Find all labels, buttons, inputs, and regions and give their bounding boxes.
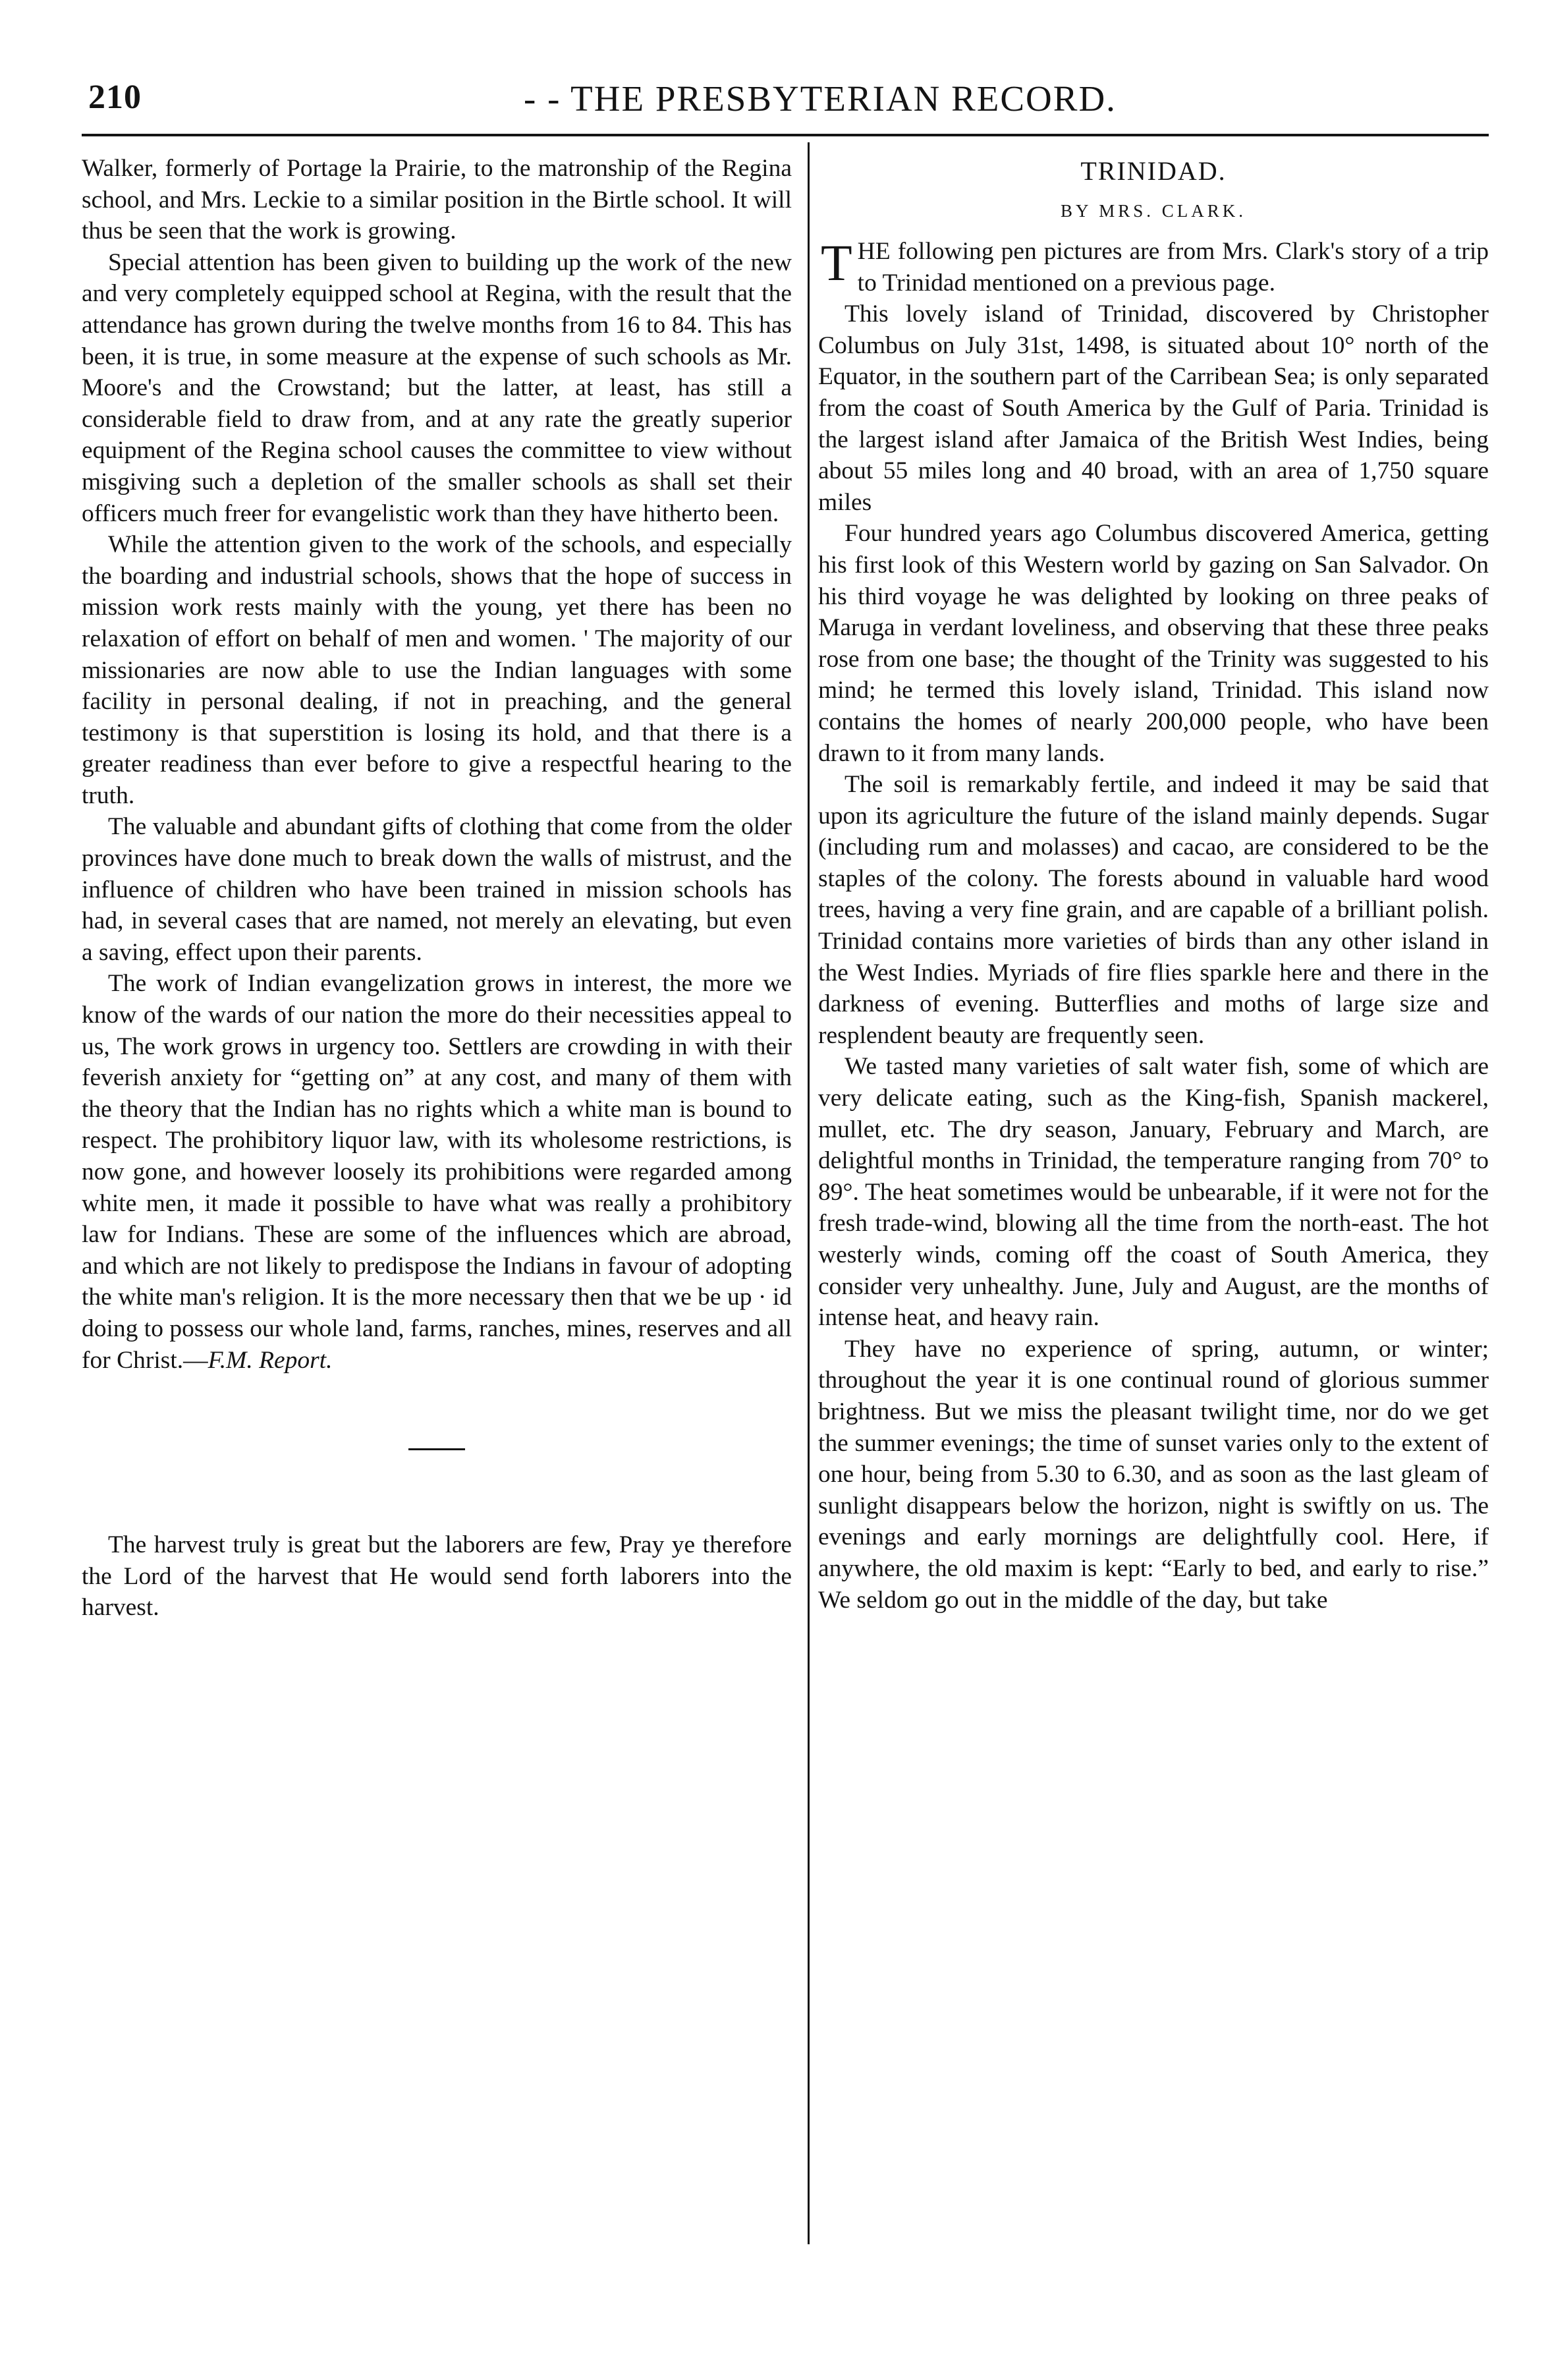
article-title: TRINIDAD. [1080,156,1227,186]
article-byline: BY MRS. CLARK. [1060,201,1247,221]
right-paragraph-2: Four hundred years ago Columbus discovered America, getting his first look of this Western world by gazing on San Salvador. On his third voyage he was delighted by looking on three peaks of Maruga in verdant loveliness, and observing that these three peaks rose from one base; the thought of the Trinity was suggested to his mind; he termed this lovely island, Trinidad. This island now contains the homes of nearly 200,000 people, who have been drawn to it from many lands. [818,520,1489,767]
left-paragraph-4: The valuable and abundant gifts of clothing that come from the older provinces have done much to break down the walls of mistrust, and the influence of children who have been trained in mission schools has had, in several cases that are named, not merely an elevating, but even a saving, effect upon their parents. [82,813,792,966]
left-paragraph-2: Special attention has been given to building up the work of the new and very completely equipped school at Regina, with the result that the attendance has grown during the twelve months from 16 to 84. This has been, it is true, in some measure at the expense of such schools as Mr. Moore's and the Crowstand; but the latter, at least, has still a considerable field to draw from, and at any rate the greatly superior equipment of the Regina school causes the committee to view without misgiving such a depletion of the smaller schools as shall set their officers much freer for evangelistic work than they have hitherto been. [82,248,792,527]
header-rule [82,134,1489,136]
right-column [818,153,1489,1616]
right-paragraph-5: They have no experience of spring, autumn, or winter; throughout the year it is one continual round of glorious summer brightness. But we miss the pleasant twilight time, nor do we get the summer evenings; the time of sunset varies only to the extent of one hour, being from 5.30 to 6.30, and as soon as the last gleam of sunlight disappears below the horizon, night is swiftly on us. The evenings and early mornings are delightfully cool. Here, if anywhere, the old maxim is kept: “Early to bed, and early to rise.” We seldom go out in the middle of the day, but take [818,1335,1489,1614]
section-rule [408,1448,465,1450]
drop-cap: T [821,234,852,291]
right-paragraph-3: The soil is remarkably fertile, and indeed it may be said that upon its agriculture the future of the island mainly depends. Sugar (including rum and molasses) and cacao, are considered to be the staples of the colony. The forests abound in valuable hard wood trees, having a very fine grain, and are capable of a brilliant polish. Trinidad contains more varieties of birds than any other island in the West Indies. Myriads of fire flies sparkle here and there in the darkness of evening. Butterflies and moths of large size and resplendent beauty are frequently seen. [818,771,1489,1049]
lede-text: HE following pen pictures are from Mrs. Clark's story of a trip to Trinidad mentioned on a previous page. [857,238,1489,297]
harvest-paragraph: The harvest truly is great but the laborers are few, Pray ye therefore the Lord of the harvest that He would send forth laborers into the harvest. [82,1531,792,1622]
page-header [79,78,1482,130]
left-paragraph-1: Walker, formerly of Portage la Prairie, to the matronship of the Regina school, and Mrs. Leckie to a similar position in the Birtle school. It will thus be seen that the work is growing. [82,155,792,245]
left-column [82,153,792,1624]
left-paragraph-3: While the attention given to the work of the schools, and especially the boarding and industrial schools, shows that the hope of success in mission work rests mainly with the young, yet there has been no relaxation of effort on behalf of men and women. ' The majority of our missionaries are now able to use the Indian languages with some facility in personal dealing, if not in preaching, and the general testimony is that superstition is losing its hold, and that there is a greater readiness than ever before to give a respectful hearing to the truth. [82,531,792,809]
report-citation: F.M. Report. [208,1346,333,1374]
article-lede [818,236,1489,298]
column-divider [808,142,810,2244]
right-paragraph-4: We tasted many varieties of salt water fish, some of which are very delicate eating, such as the King-fish, Spanish mackerel, mullet, etc. The dry season, January, February and March, are delightful months in Trinidad, the temperature ranging from 70° to 89°. The heat sometimes would be unbearable, if it were not for the fresh trade-wind, blowing all the time from the north-east. The hot westerly winds, coming off the coast of South America, they consider very unhealthy. June, July and August, are the months of intense heat, and heavy rain. [818,1053,1489,1332]
journal-title: - - THE PRESBYTERIAN RECORD. [524,78,1117,119]
right-paragraph-1: This lovely island of Trinidad, discovered by Christopher Columbus on July 31st, 1498, is situated about 10° north of the Equator, in the southern part of the Carribean Sea; is only separated from the coast of South America by the Gulf of Paria. Trinidad is the largest island after Jamaica of the British West Indies, being about 55 miles long and 40 broad, with an area of 1,750 square miles [818,300,1489,516]
page-number: 210 [88,78,142,116]
report-excerpt: The work of Indian evangelization grows in interest, the more we know of the wards of our nation the more do their necessities appeal to us, The work grows in urgency too. Settlers are crowding in with their feverish anxiety for “getting on” at any cost, and many of them with the theory that the Indian has no rights which a white man is bound to respect. The prohibitory liquor law, with its wholesome restrictions, is now gone, and however loosely its prohibitions were regarded among white men, it made it possible to have what was really a prohibitory law for Indians. These are some of the influences which are abroad, and which are not likely to predispose the Indians in favour of adopting the white man's religion. It is the more necessary then that we be up · id doing to possess our whole land, farms, ranches, mines, reserves and all for Christ.— [82,970,792,1374]
left-paragraph-5 [82,968,792,1376]
